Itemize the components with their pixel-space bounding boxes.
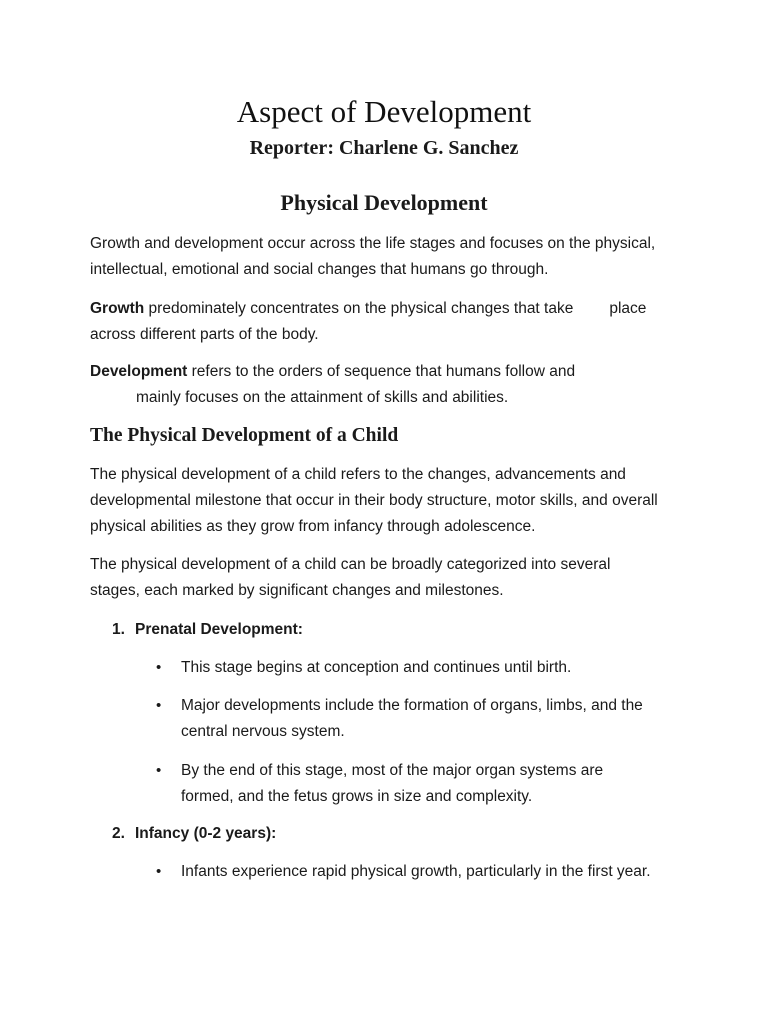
development-term: Development [90, 363, 188, 380]
list-item-text: Major developments include the formation of organs, limbs, and the central nervous system. [181, 697, 643, 740]
development-paragraph [90, 359, 690, 411]
list-item-text: By the end of this stage, most of the major organ systems are formed, and the fetus grows in size and complexity. [181, 762, 604, 805]
list-item-text: Infants experience rapid physical growth, particularly in the first year. [181, 863, 651, 880]
growth-text-1: predominately concentrates on the physical changes that take [144, 300, 574, 317]
document-title: Aspect of Development [236, 94, 532, 129]
stage-heading [112, 617, 303, 643]
list-item [156, 859, 716, 885]
bullet-icon: • [156, 659, 162, 676]
list-item-text: This stage begins at conception and continues until birth. [181, 659, 572, 676]
development-text-2: mainly focuses on the attainment of skills and abilities. [136, 389, 509, 406]
stage-number: 1. [112, 621, 125, 638]
bullet-icon: • [156, 863, 162, 880]
development-text-1: refers to the orders of sequence that humans follow and [187, 363, 576, 380]
stage-number: 2. [112, 825, 125, 842]
list-item [156, 693, 686, 745]
bullet-icon: • [156, 762, 162, 779]
reporter-line: Reporter: Charlene G. Sanchez [249, 137, 519, 159]
stage-title: Infancy (0-2 years): [135, 825, 277, 842]
child-paragraph-2: The physical development of a child can be broadly categorized into several stages, each marked by significant changes and milestones. [90, 556, 611, 599]
child-heading: The Physical Development of a Child [90, 425, 399, 446]
child-paragraph-1: The physical development of a child refers to the changes, advancements and developmental milestone that occur in their body structure, motor skills, and overall physical abilities as they grow from infancy through adolescence. [90, 466, 658, 535]
section-heading-physical-development: Physical Development [280, 190, 488, 215]
stage-title: Prenatal Development: [135, 621, 303, 638]
list-item [156, 655, 686, 681]
intro-paragraph: Growth and development occur across the life stages and focuses on the physical, intellectual, emotional and social changes that humans go through. [90, 235, 656, 278]
growth-term: Growth [90, 300, 145, 317]
list-item [156, 758, 626, 810]
growth-paragraph [90, 296, 690, 348]
growth-text-2: place across different parts of the body. [90, 300, 647, 343]
stage-heading [112, 821, 276, 847]
bullet-icon: • [156, 697, 162, 714]
